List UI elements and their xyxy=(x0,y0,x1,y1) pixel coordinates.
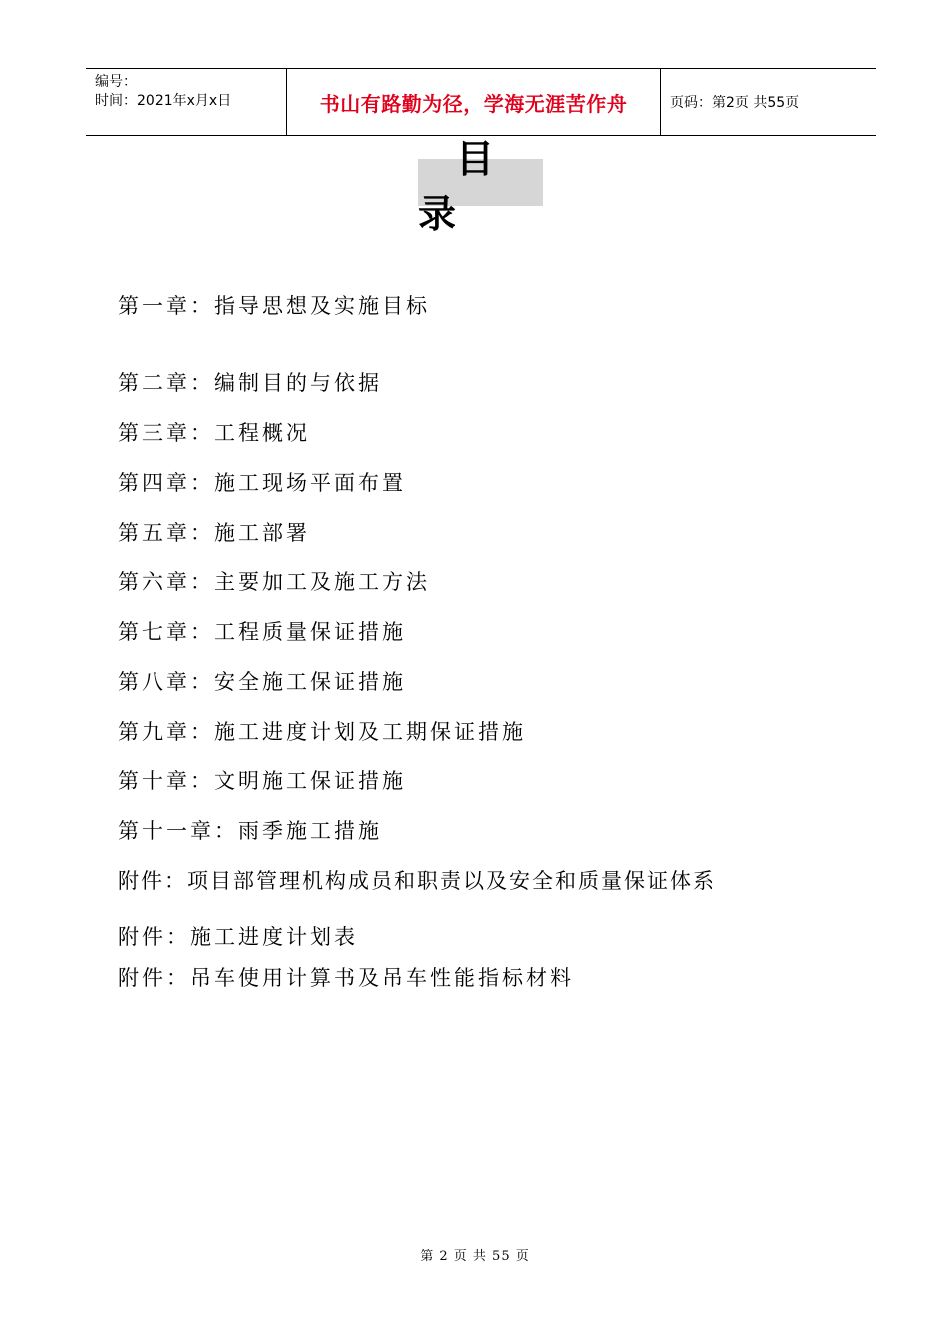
page-footer: 第 2 页 共 55 页 xyxy=(420,1249,530,1264)
toc-item: 第五章：施工部署 xyxy=(118,521,310,545)
toc-item: 第三章：工程概况 xyxy=(118,421,310,445)
number-label: 编号： xyxy=(95,74,137,90)
document-header xyxy=(86,68,876,136)
toc-item: 第十章：文明施工保证措施 xyxy=(118,769,406,793)
toc-item: 第九章：施工进度计划及工期保证措施 xyxy=(118,720,526,744)
toc-item: 第四章：施工现场平面布置 xyxy=(118,471,406,495)
header-motto: 书山有路勤为径，学海无涯苦作舟 xyxy=(287,69,661,135)
toc-item: 附件：吊车使用计算书及吊车性能指标材料 xyxy=(118,966,574,990)
toc-item: 第十一章：雨季施工措施 xyxy=(118,819,382,843)
header-meta xyxy=(86,69,287,135)
toc-item: 第一章：指导思想及实施目标 xyxy=(118,294,430,318)
time-label: 时间：2021年x月x日 xyxy=(95,93,232,109)
toc-item: 第七章：工程质量保证措施 xyxy=(118,620,406,644)
toc-item: 第六章：主要加工及施工方法 xyxy=(118,570,430,594)
page-title: 目录 xyxy=(418,159,543,206)
toc-item: 第八章：安全施工保证措施 xyxy=(118,670,406,694)
toc-item: 附件：施工进度计划表 xyxy=(118,925,358,949)
header-page-info: 页码：第2页 共55页 xyxy=(670,95,800,111)
toc-item: 附件：项目部管理机构成员和职责以及安全和质量保证体系 xyxy=(118,869,716,893)
toc-item: 第二章：编制目的与依据 xyxy=(118,371,382,395)
